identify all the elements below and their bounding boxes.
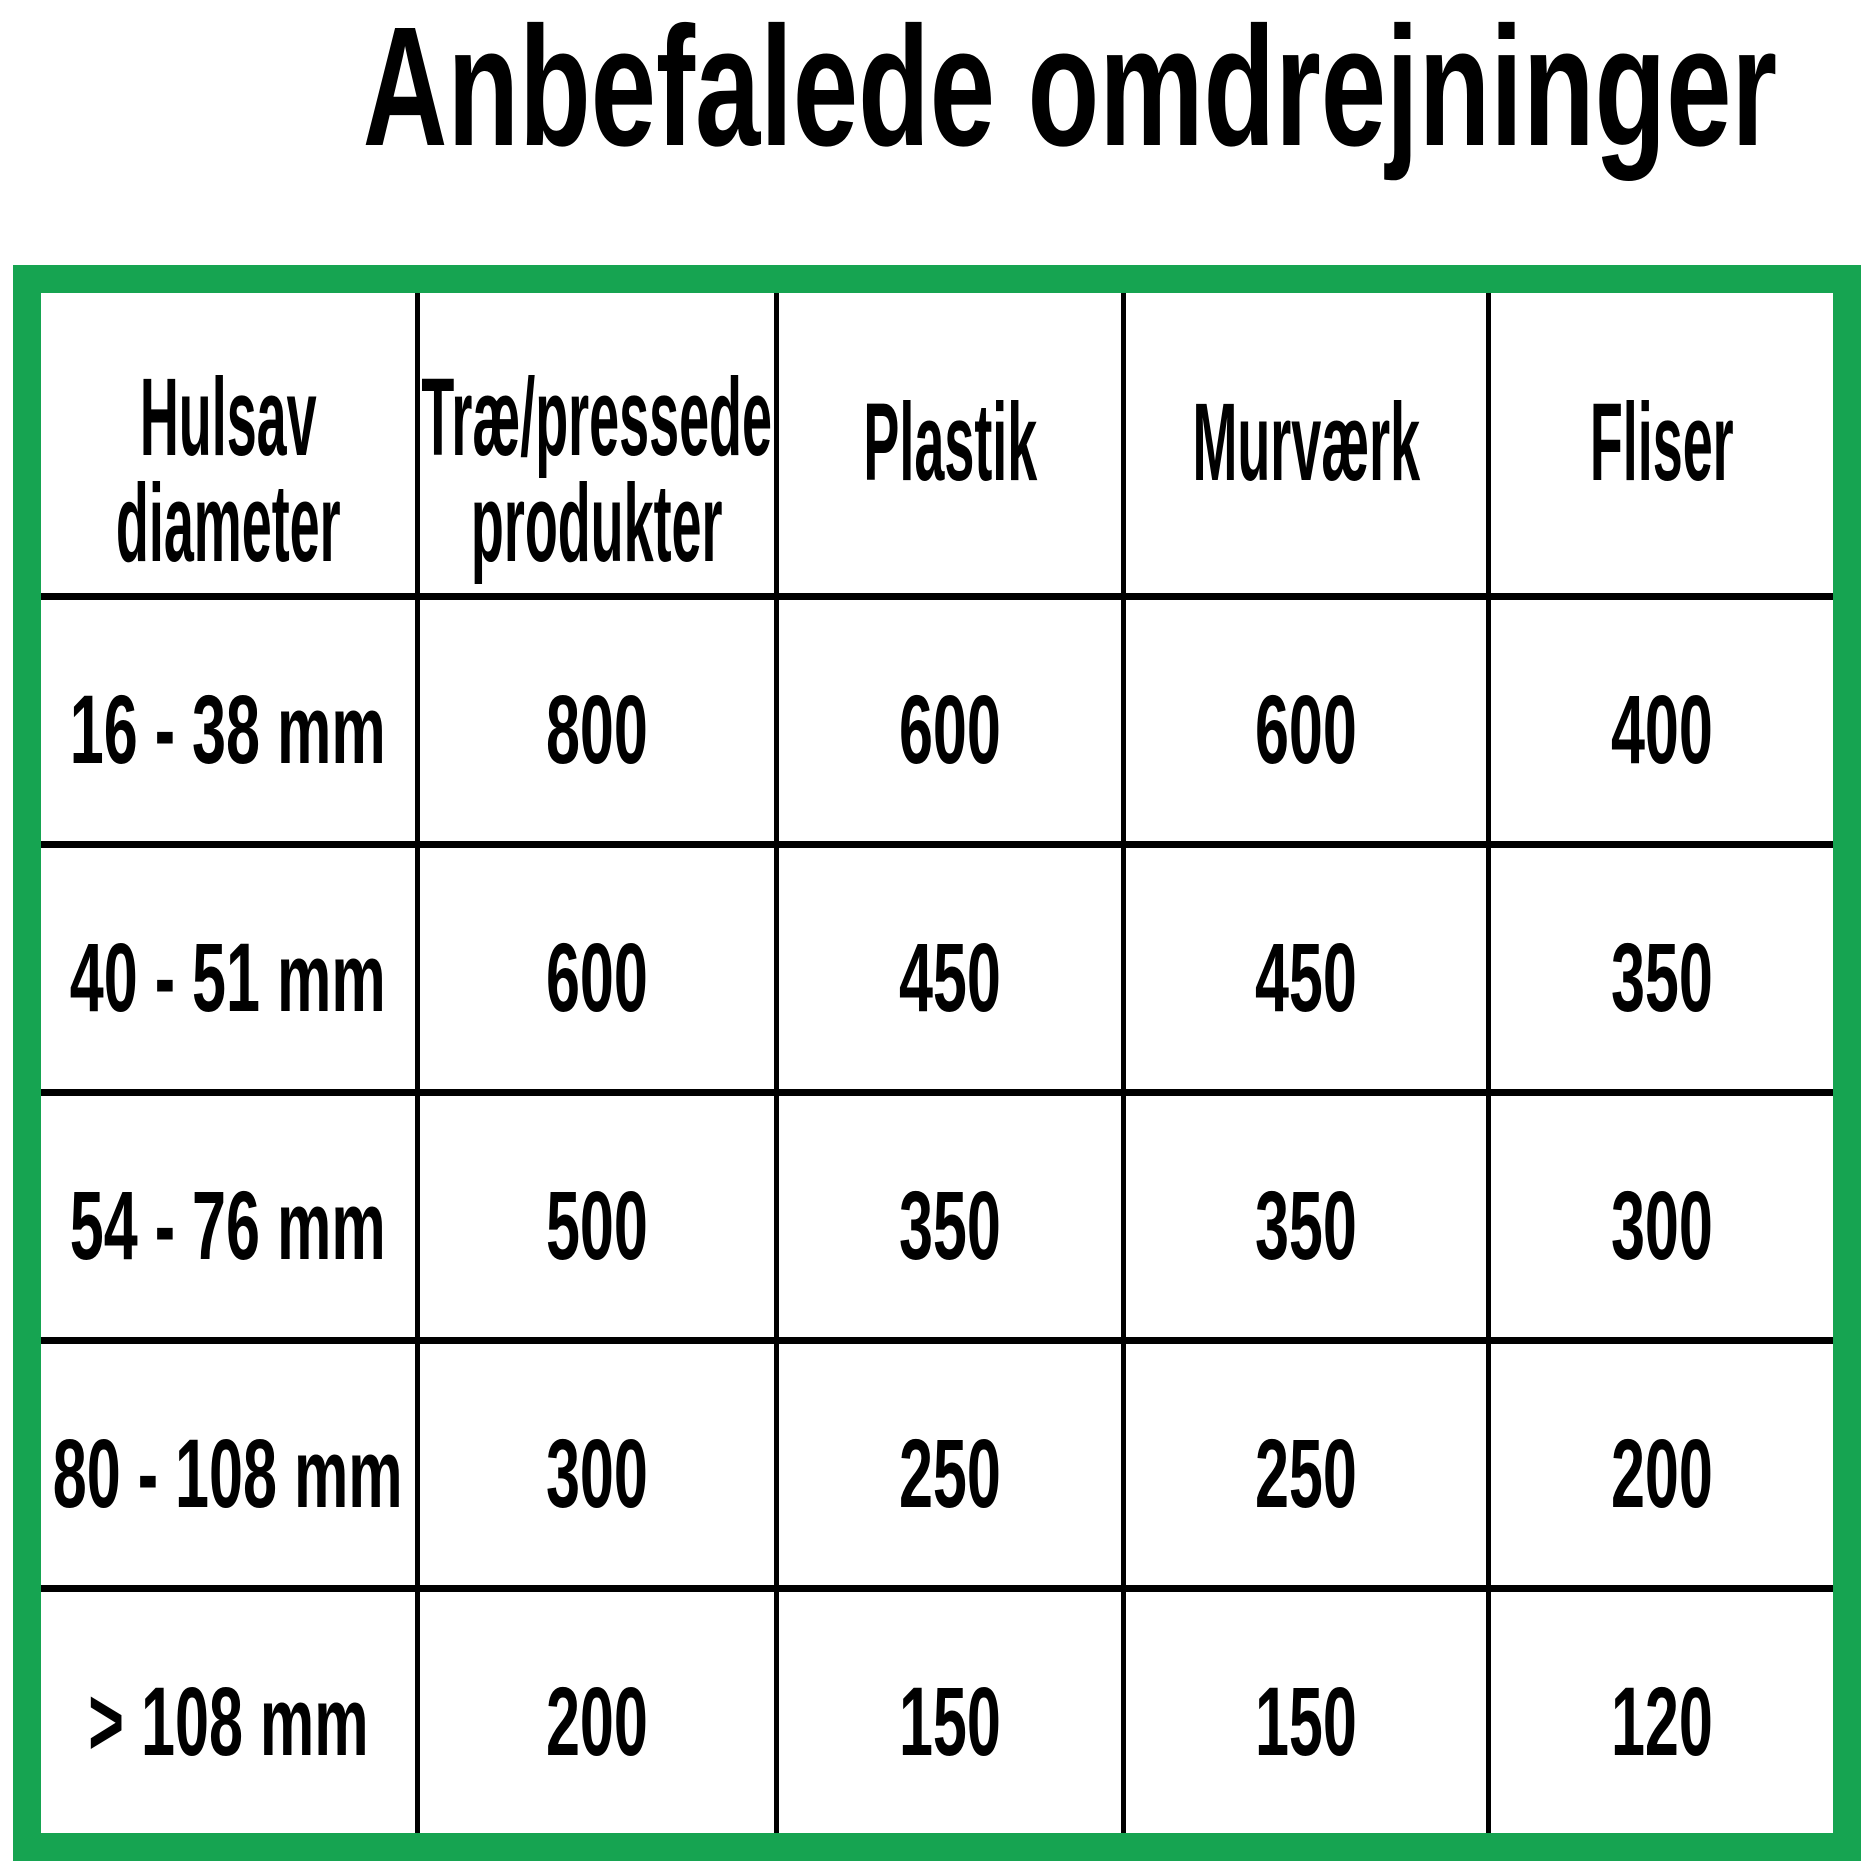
value-cell — [1126, 1344, 1486, 1585]
diameter-text: 16 - 38 mm — [70, 674, 386, 784]
value-text: 200 — [546, 1666, 648, 1776]
value-cell — [779, 600, 1121, 841]
header-text-block — [1192, 381, 1420, 504]
value-cell — [779, 1592, 1121, 1833]
header-line1: Plastik — [863, 381, 1037, 504]
value-cell — [1491, 848, 1833, 1089]
value-cell — [1491, 1592, 1833, 1833]
diameter-cell — [41, 1344, 415, 1585]
value-text: 400 — [1611, 674, 1713, 784]
header-cell-hulsav-diameter — [41, 293, 415, 593]
diameter-cell — [41, 848, 415, 1089]
page-title-text: Anbefalede omdrejninger — [362, 0, 1778, 182]
value-cell — [420, 848, 774, 1089]
value-text: 300 — [546, 1418, 648, 1528]
diameter-text: > 108 mm — [87, 1666, 369, 1776]
header-cell-plastik — [779, 293, 1121, 593]
diameter-cell — [41, 600, 415, 841]
value-cell — [779, 1096, 1121, 1337]
header-cell-trae-pressede-produkter — [420, 293, 774, 593]
header-line1: Murværk — [1192, 381, 1420, 504]
diameter-cell — [41, 1592, 415, 1833]
value-text: 600 — [1255, 674, 1357, 784]
header-line1: Fliser — [1590, 381, 1734, 504]
value-text: 350 — [899, 1170, 1001, 1280]
value-text: 350 — [1611, 922, 1713, 1032]
header-text-block — [421, 355, 773, 585]
value-text: 120 — [1611, 1666, 1713, 1776]
header-text-block — [115, 355, 341, 585]
value-text: 800 — [546, 674, 648, 784]
page-title — [45, 0, 1874, 192]
value-text: 350 — [1255, 1170, 1357, 1280]
value-cell — [1126, 1592, 1486, 1833]
header-line2: produkter — [471, 461, 723, 585]
value-text: 200 — [1611, 1418, 1713, 1528]
header-text-block — [863, 381, 1037, 504]
header-cell-murvaerk — [1126, 293, 1486, 593]
value-cell — [1126, 600, 1486, 841]
value-cell — [420, 1344, 774, 1585]
value-cell — [1126, 1096, 1486, 1337]
value-cell — [1491, 1344, 1833, 1585]
diameter-cell — [41, 1096, 415, 1337]
value-cell — [779, 1344, 1121, 1585]
header-line1: Hulsav — [139, 355, 317, 479]
value-text: 150 — [1255, 1666, 1357, 1776]
value-cell — [420, 1096, 774, 1337]
value-text: 250 — [1255, 1418, 1357, 1528]
value-text: 450 — [899, 922, 1001, 1032]
value-text: 450 — [1255, 922, 1357, 1032]
value-cell — [1491, 1096, 1833, 1337]
value-cell — [420, 1592, 774, 1833]
value-text: 600 — [546, 922, 648, 1032]
value-cell — [420, 600, 774, 841]
value-cell — [779, 848, 1121, 1089]
diameter-text: 80 - 108 mm — [53, 1418, 403, 1528]
value-cell — [1126, 848, 1486, 1089]
table-frame — [13, 265, 1861, 1861]
value-text: 300 — [1611, 1170, 1713, 1280]
value-cell — [1491, 600, 1833, 841]
diameter-text: 40 - 51 mm — [70, 922, 386, 1032]
header-line1: Træ/pressede — [421, 355, 773, 479]
header-line2: diameter — [115, 461, 341, 585]
value-text: 500 — [546, 1170, 648, 1280]
header-text-block — [1590, 381, 1734, 504]
rpm-table — [41, 293, 1833, 1833]
diameter-text: 54 - 76 mm — [70, 1170, 386, 1280]
value-text: 150 — [899, 1666, 1001, 1776]
value-text: 250 — [899, 1418, 1001, 1528]
value-text: 600 — [899, 674, 1001, 784]
header-cell-fliser — [1491, 293, 1833, 593]
